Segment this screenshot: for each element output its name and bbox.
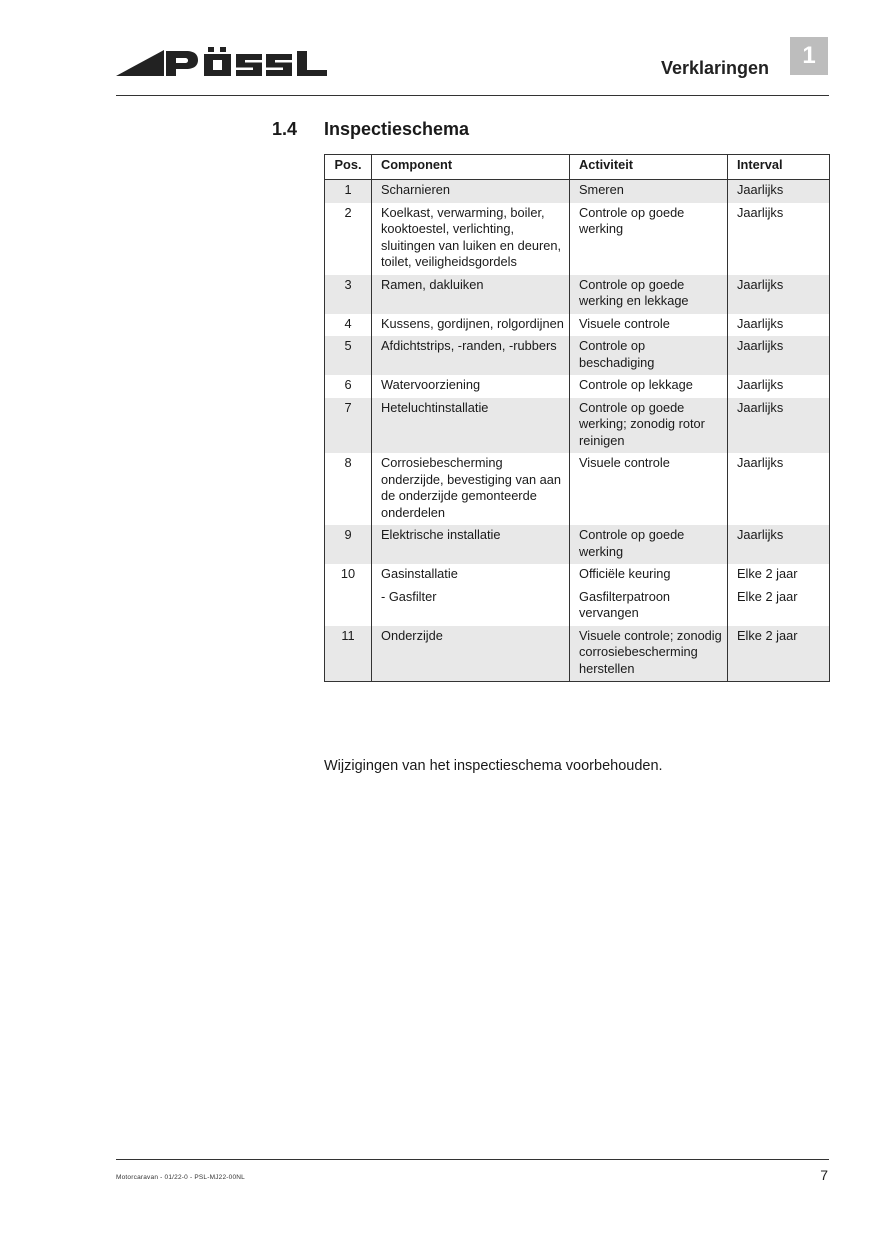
cell-component: Elektrische installatie xyxy=(372,525,570,564)
inspection-schedule-table xyxy=(324,154,830,682)
header-divider xyxy=(116,95,829,96)
cell-interval: Jaarlijks xyxy=(728,314,830,337)
column-header-interval: Interval xyxy=(728,155,830,180)
cell-activity: Controle op goede werking xyxy=(570,203,728,275)
cell-component: - Gasfilter xyxy=(372,587,570,626)
cell-pos: 11 xyxy=(325,626,372,682)
table-row xyxy=(325,203,830,275)
cell-pos: 9 xyxy=(325,525,372,564)
cell-component: Koelkast, verwarming, boiler, kooktoestel, verlichting, sluitingen van luiken en deuren, toilet, veiligheidsgordels xyxy=(372,203,570,275)
cell-interval: Jaarlijks xyxy=(728,180,830,203)
table-row xyxy=(325,314,830,337)
table-row xyxy=(325,626,830,682)
cell-activity: Controle op goede werking xyxy=(570,525,728,564)
cell-activity: Smeren xyxy=(570,180,728,203)
table-row xyxy=(325,275,830,314)
cell-activity: Visuele controle xyxy=(570,453,728,525)
cell-component: Watervoorziening xyxy=(372,375,570,398)
cell-activity: Controle op lekkage xyxy=(570,375,728,398)
cell-interval: Jaarlijks xyxy=(728,525,830,564)
cell-activity: Controle op goede werking; zonodig rotor reinigen xyxy=(570,398,728,454)
cell-activity: Visuele controle; zonodig corrosiebescherming herstellen xyxy=(570,626,728,682)
cell-component: Scharnieren xyxy=(372,180,570,203)
cell-component: Corrosiebescherming onderzijde, bevestiging van aan de onderzijde gemonteerde onderdelen xyxy=(372,453,570,525)
table-row xyxy=(325,587,830,626)
cell-pos: 10 xyxy=(325,564,372,587)
cell-component: Kussens, gordijnen, rolgordijnen xyxy=(372,314,570,337)
cell-activity: Visuele controle xyxy=(570,314,728,337)
section-title: Inspectieschema xyxy=(324,119,470,139)
cell-activity: Officiële keuring xyxy=(570,564,728,587)
cell-pos: 8 xyxy=(325,453,372,525)
column-header-activity: Activiteit xyxy=(570,155,728,180)
chapter-number-badge: 1 xyxy=(790,37,828,75)
cell-interval: Jaarlijks xyxy=(728,453,830,525)
table-header-row xyxy=(325,155,830,180)
table-row xyxy=(325,180,830,203)
cell-interval: Jaarlijks xyxy=(728,336,830,375)
cell-pos: 3 xyxy=(325,275,372,314)
cell-interval: Elke 2 jaar xyxy=(728,564,830,587)
table-row xyxy=(325,453,830,525)
table-row xyxy=(325,375,830,398)
cell-interval: Jaarlijks xyxy=(728,203,830,275)
possl-logo-icon xyxy=(116,47,328,79)
cell-activity: Controle op goede werking en lekkage xyxy=(570,275,728,314)
cell-pos: 2 xyxy=(325,203,372,275)
column-header-pos: Pos. xyxy=(325,155,372,180)
cell-pos: 5 xyxy=(325,336,372,375)
page-number: 7 xyxy=(820,1167,828,1183)
cell-activity: Gasfilterpatroon vervangen xyxy=(570,587,728,626)
cell-pos: 6 xyxy=(325,375,372,398)
section-number: 1.4 xyxy=(272,119,298,139)
cell-activity: Controle op beschadiging xyxy=(570,336,728,375)
cell-component: Gasinstallatie xyxy=(372,564,570,587)
table-row xyxy=(325,336,830,375)
cell-pos: 1 xyxy=(325,180,372,203)
cell-component: Heteluchtinstallatie xyxy=(372,398,570,454)
table-row xyxy=(325,564,830,587)
cell-pos: 7 xyxy=(325,398,372,454)
column-header-component: Component xyxy=(372,155,570,180)
cell-component: Afdichtstrips, -randen, -rubbers xyxy=(372,336,570,375)
footer-divider xyxy=(116,1159,829,1160)
table-row xyxy=(325,525,830,564)
cell-interval: Jaarlijks xyxy=(728,275,830,314)
cell-interval: Elke 2 jaar xyxy=(728,626,830,682)
cell-component: Onderzijde xyxy=(372,626,570,682)
cell-interval: Jaarlijks xyxy=(728,398,830,454)
cell-interval: Jaarlijks xyxy=(728,375,830,398)
table-row xyxy=(325,398,830,454)
cell-component: Ramen, dakluiken xyxy=(372,275,570,314)
footer-document-code: Motorcaravan - 01/22-0 - PSL-MJ22-00NL xyxy=(116,1174,245,1181)
cell-pos xyxy=(325,587,372,626)
brand-logo xyxy=(116,47,328,79)
chapter-title: Verklaringen xyxy=(660,58,769,78)
cell-pos: 4 xyxy=(325,314,372,337)
cell-interval: Elke 2 jaar xyxy=(728,587,830,626)
schedule-note: Wijzigingen van het inspectieschema voorbehouden. xyxy=(324,758,663,774)
